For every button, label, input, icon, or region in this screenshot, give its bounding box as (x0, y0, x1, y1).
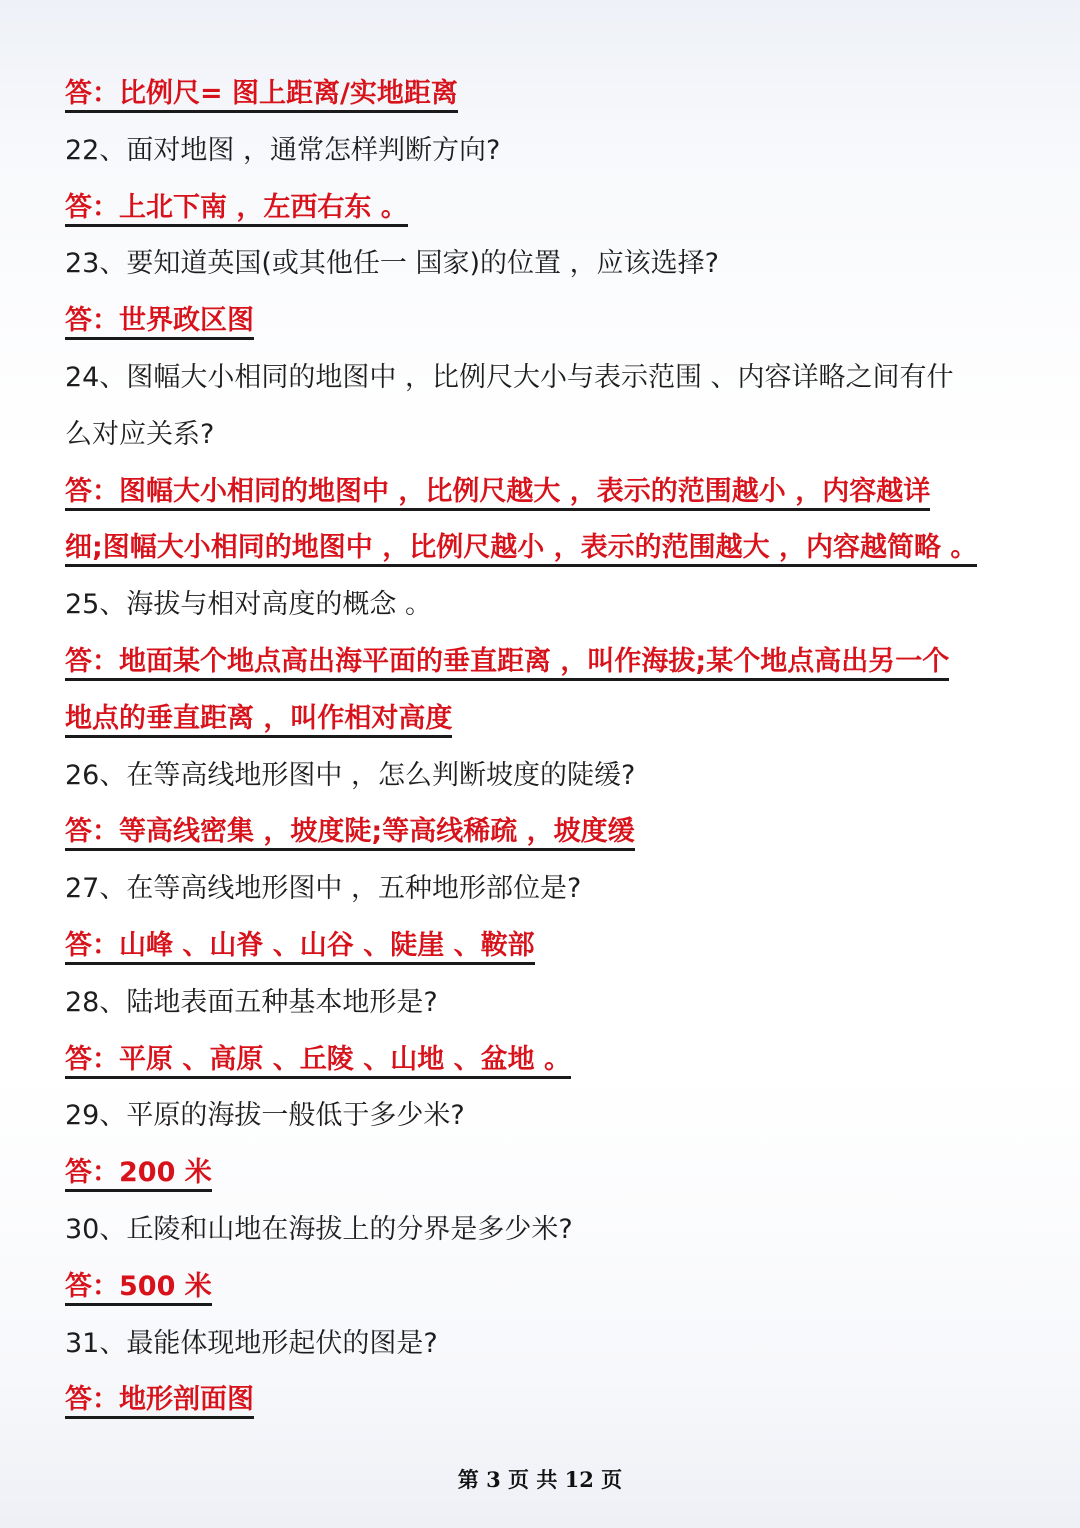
answer-text: 答：上北下南 ，左西右东 。 (65, 192, 408, 227)
question-line: 26、在等高线地形图中 ，怎么判断坡度的陡缓? (65, 759, 636, 791)
answer-text: 地点的垂直距离 ，叫作相对高度 (65, 703, 452, 738)
answer-text: 答：地形剖面图 (65, 1384, 254, 1419)
answer-text: 细;图幅大小相同的地图中 ，比例尺越小 ，表示的范围越大 ，内容越简略 。 (65, 532, 977, 567)
answer-line (65, 520, 1020, 577)
question-line: 31、最能体现地形起伏的图是? (65, 1327, 438, 1359)
answer-text: 答：图幅大小相同的地图中 ，比例尺越大 ，表示的范围越小 ，内容越详 (65, 476, 930, 511)
question-line: 24、图幅大小相同的地图中 ，比例尺大小与表示范围 、内容详略之间有什 (65, 361, 954, 393)
answer-line (65, 804, 1020, 861)
question-line: 30、丘陵和山地在海拔上的分界是多少米? (65, 1213, 573, 1245)
answer-line (65, 1145, 1020, 1202)
answer-text: 答：世界政区图 (65, 305, 254, 340)
answer-text: 答：山峰 、山脊 、山谷 、陡崖 、鞍部 (65, 930, 535, 965)
answer-line (65, 1259, 1020, 1316)
question-line: 29、平原的海拔一般低于多少米? (65, 1100, 465, 1132)
answer-line (65, 293, 1020, 350)
answer-line (65, 1032, 1020, 1089)
answer-text: 答：500 米 (65, 1271, 212, 1306)
question-line: 25、海拔与相对高度的概念 。 (65, 589, 432, 621)
qa-content (65, 66, 1020, 1429)
question-line: 23、要知道英国(或其他任一 国家)的位置 ，应该选择? (65, 248, 719, 280)
page-footer: 第 3 页 共 12 页 (457, 1467, 623, 1492)
answer-line (65, 464, 1020, 521)
answer-line (65, 918, 1020, 975)
answer-text: 答：地面某个地点高出海平面的垂直距离 ，叫作海拔;某个地点高出另一个 (65, 646, 949, 681)
question-line: 22、面对地图 ，通常怎样判断方向? (65, 134, 501, 166)
question-line: 27、在等高线地形图中 ，五种地形部位是? (65, 873, 582, 905)
answer-line (65, 66, 1020, 123)
answer-text: 答：比例尺= 图上距离/实地距离 (65, 78, 458, 113)
answer-line (65, 691, 1020, 748)
answer-text: 答：平原 、高原 、丘陵 、山地 、盆地 。 (65, 1044, 571, 1079)
answer-text: 答：200 米 (65, 1157, 212, 1192)
question-line: 么对应关系? (65, 418, 215, 450)
question-line: 28、陆地表面五种基本地形是? (65, 986, 438, 1018)
answer-line (65, 1372, 1020, 1429)
answer-text: 答：等高线密集 ，坡度陡;等高线稀疏 ，坡度缓 (65, 816, 635, 851)
answer-line (65, 180, 1020, 237)
answer-line (65, 634, 1020, 691)
